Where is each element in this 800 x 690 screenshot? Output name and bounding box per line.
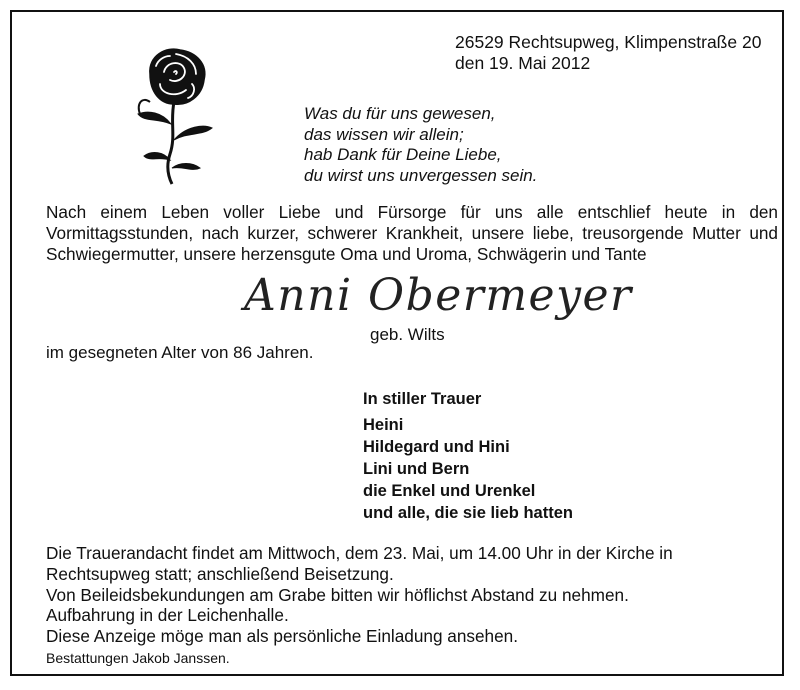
address: 26529 Rechtsupweg, Klimpenstraße 20 bbox=[455, 32, 762, 52]
announcement-paragraph: Nach einem Leben voller Liebe und Fürsorge für uns alle entschlief heute in den Vormittagsstunden, nach kurzer, schwerer Krankheit, unsere liebe, treusorgende Mutter und Schwiegermutter, unsere herzensgute Oma und Uroma, Schwägerin und Tante bbox=[46, 202, 778, 264]
mourner-name: und alle, die sie lieb hatten bbox=[363, 504, 573, 522]
date: den 19. Mai 2012 bbox=[455, 53, 591, 73]
mourner-name: die Enkel und Urenkel bbox=[363, 482, 536, 500]
obituary-notice bbox=[10, 10, 784, 676]
verse-line: hab Dank für Deine Liebe, bbox=[304, 145, 502, 164]
mourners-block bbox=[363, 388, 573, 524]
note-line: Von Beileidsbekundungen am Grabe bitten wir höflichst Abstand zu nehmen. bbox=[46, 584, 629, 605]
verse-line: Was du für uns gewesen, bbox=[304, 104, 496, 123]
mourning-heading: In stiller Trauer bbox=[363, 390, 482, 408]
rose-icon bbox=[130, 44, 220, 186]
memorial-verse bbox=[304, 104, 537, 186]
place-and-date bbox=[455, 32, 761, 74]
note-line: Diese Anzeige möge man als persönliche Einladung ansehen. bbox=[46, 626, 519, 647]
note-line: Rechtsupweg statt; anschließend Beisetzung. bbox=[46, 563, 394, 584]
undertaker-credit: Bestattungen Jakob Janssen. bbox=[46, 650, 230, 666]
mourner-name: Heini bbox=[363, 416, 404, 434]
mourner-name: Hildegard und Hini bbox=[363, 438, 510, 456]
birth-name: geb. Wilts bbox=[370, 325, 445, 344]
mourner-name: Lini und Bern bbox=[363, 460, 470, 478]
deceased-name: Anni Obermeyer bbox=[244, 270, 633, 321]
note-line: Aufbahrung in der Leichenhalle. bbox=[46, 605, 289, 626]
verse-line: du wirst uns unvergessen sein. bbox=[304, 165, 538, 185]
funeral-notes bbox=[46, 543, 736, 647]
note-line: Die Trauerandacht findet am Mittwoch, dem 23. Mai, um 14.00 Uhr in der Kirche in bbox=[46, 543, 673, 563]
age-statement: im gesegneten Alter von 86 Jahren. bbox=[46, 343, 314, 362]
verse-line: das wissen wir allein; bbox=[304, 124, 464, 144]
announcement-text bbox=[46, 202, 778, 265]
